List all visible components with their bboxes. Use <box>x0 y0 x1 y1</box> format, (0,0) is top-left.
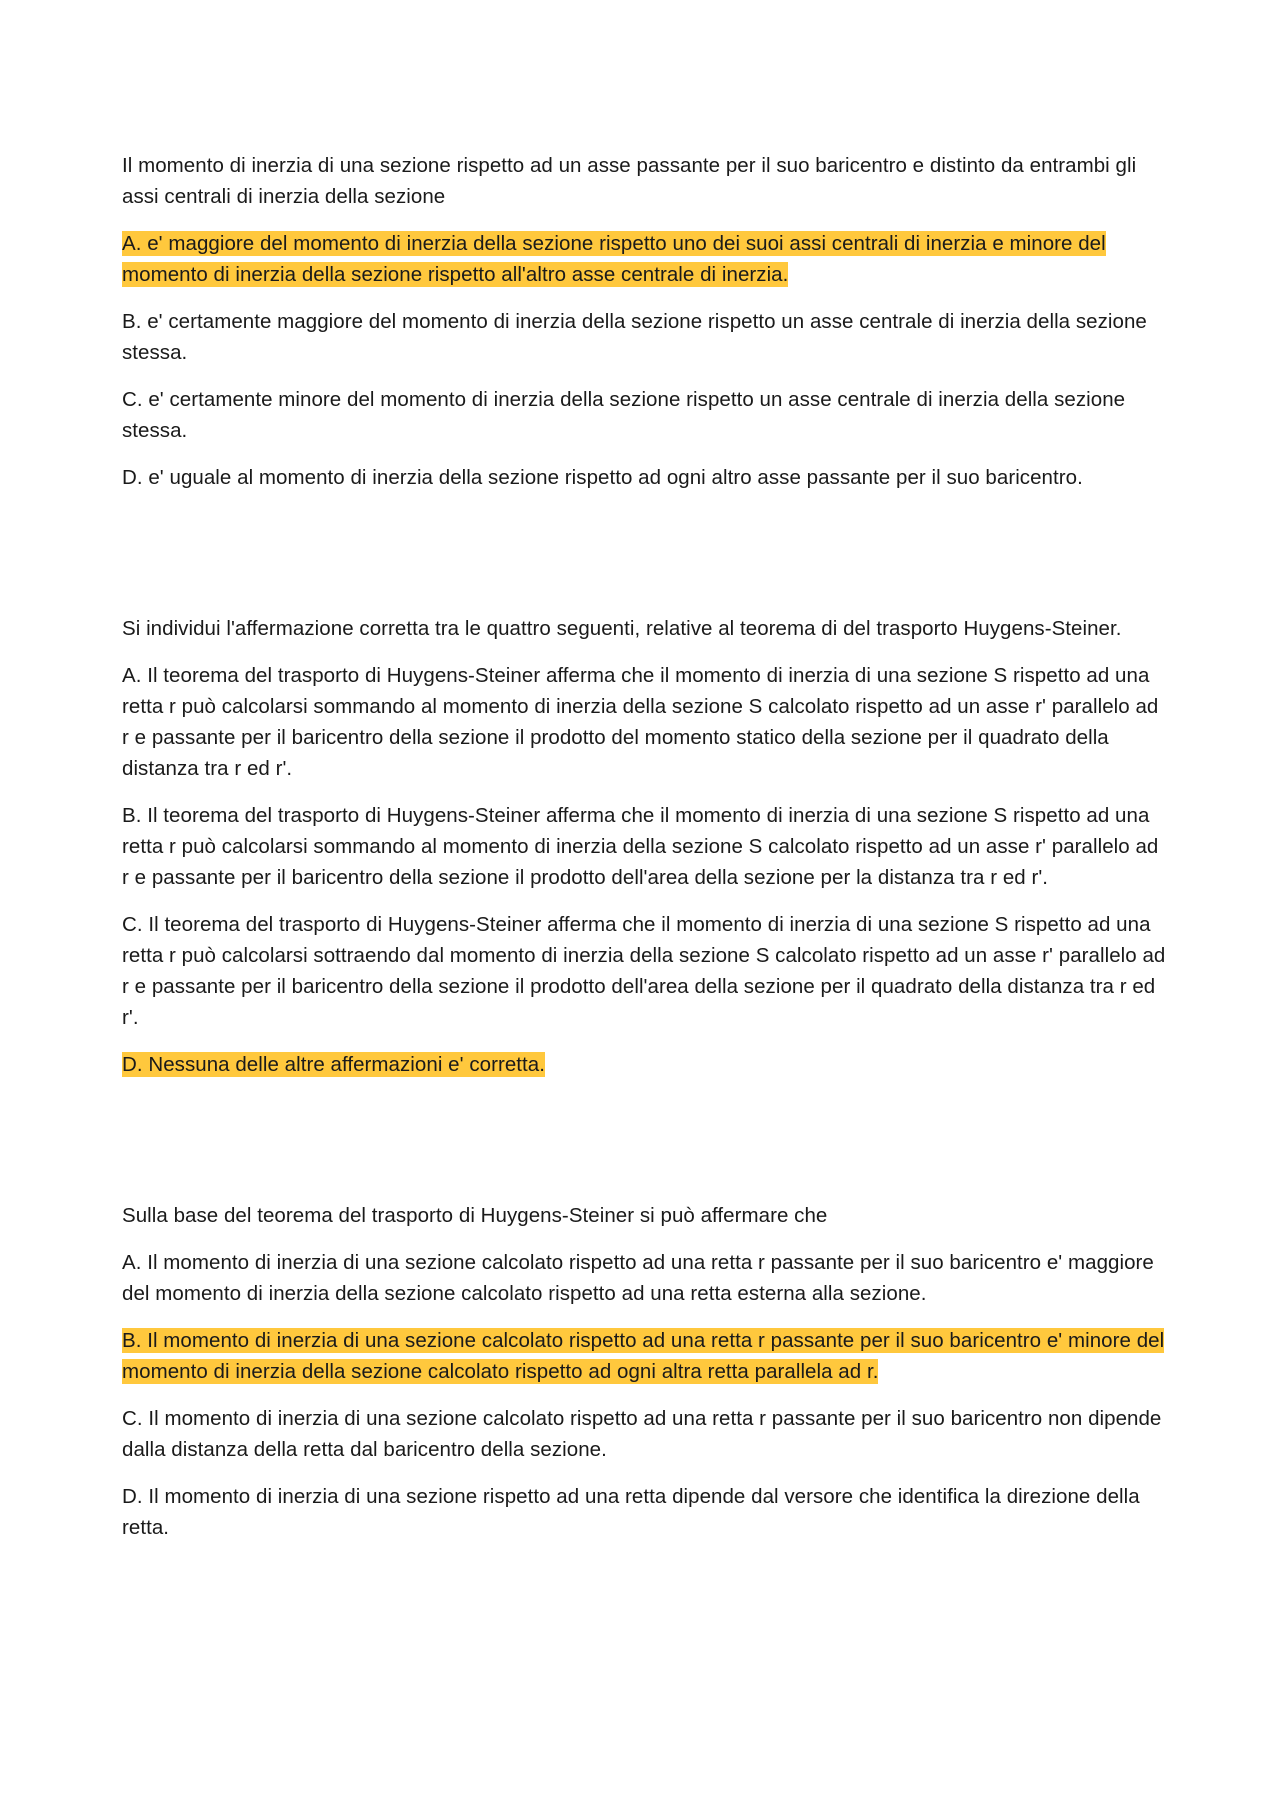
option-b: B. e' certamente maggiore del momento di inerzia della sezione rispetto un asse centrale di inerzia della sezione stessa. <box>122 310 1147 364</box>
question-text: Il momento di inerzia di una sezione rispetto ad un asse passante per il suo baricentro e distinto da entrambi gli assi centrali di inerzia della sezione <box>122 154 1137 208</box>
option-c: C. e' certamente minore del momento di inerzia della sezione rispetto un asse centrale di inerzia della sezione stessa. <box>122 388 1126 442</box>
option-d <box>122 1049 1167 1080</box>
option-c: C. Il momento di inerzia di una sezione calcolato rispetto ad una retta r passante per il suo baricentro non dipende dalla distanza della retta dal baricentro della sezione. <box>122 1407 1162 1461</box>
option-a: A. Il teorema del trasporto di Huygens-Steiner afferma che il momento di inerzia di una sezione S rispetto ad una retta r può calcolarsi sommando al momento di inerzia della sezione S calcolato rispetto ad un asse r' parallelo ad r e passante per il baricentro della sezione il prodotto del momento statico della sezione per il quadrato della distanza tra r ed r'. <box>122 664 1159 780</box>
option-a: A. Il momento di inerzia di una sezione calcolato rispetto ad una retta r passante per il suo baricentro e' maggiore del momento di inerzia della sezione calcolato rispetto ad una retta esterna alla sezione. <box>122 1251 1154 1305</box>
document-page <box>122 150 1167 1559</box>
option-b <box>122 1325 1167 1387</box>
option-d: D. e' uguale al momento di inerzia della sezione rispetto ad ogni altro asse passante per il suo baricentro. <box>122 466 1083 489</box>
question-text: Si individui l'affermazione corretta tra le quattro seguenti, relative al teorema di del trasporto Huygens-Steiner. <box>122 617 1122 640</box>
question-2 <box>122 613 1167 1080</box>
option-a <box>122 228 1167 290</box>
option-c: C. Il teorema del trasporto di Huygens-Steiner afferma che il momento di inerzia di una sezione S rispetto ad una retta r può calcolarsi sottraendo dal momento di inerzia della sezione S calcolato rispetto ad un asse r' parallelo ad r e passante per il baricentro della sezione il prodotto dell'area della sezione per il quadrato della distanza tra r ed r'. <box>122 913 1166 1029</box>
option-d: D. Il momento di inerzia di una sezione rispetto ad una retta dipende dal versore che identifica la direzione della retta. <box>122 1485 1140 1539</box>
question-1 <box>122 150 1167 493</box>
question-3 <box>122 1200 1167 1543</box>
highlighted-answer: B. Il momento di inerzia di una sezione calcolato rispetto ad una retta r passante per il suo baricentro e' minore del momento di inerzia della sezione calcolato rispetto ad ogni altra retta parallela ad r. <box>122 1329 1165 1383</box>
option-b: B. Il teorema del trasporto di Huygens-Steiner afferma che il momento di inerzia di una sezione S rispetto ad una retta r può calcolarsi sommando al momento di inerzia della sezione S calcolato rispetto ad un asse r' parallelo ad r e passante per il baricentro della sezione il prodotto dell'area della sezione per la distanza tra r ed r'. <box>122 804 1159 889</box>
highlighted-answer: A. e' maggiore del momento di inerzia della sezione rispetto uno dei suoi assi centrali di inerzia e minore del momento di inerzia della sezione rispetto all'altro asse centrale di inerzia. <box>122 232 1106 286</box>
question-text: Sulla base del teorema del trasporto di Huygens-Steiner si può affermare che <box>122 1204 828 1227</box>
highlighted-answer: D. Nessuna delle altre affermazioni e' corretta. <box>122 1053 545 1076</box>
